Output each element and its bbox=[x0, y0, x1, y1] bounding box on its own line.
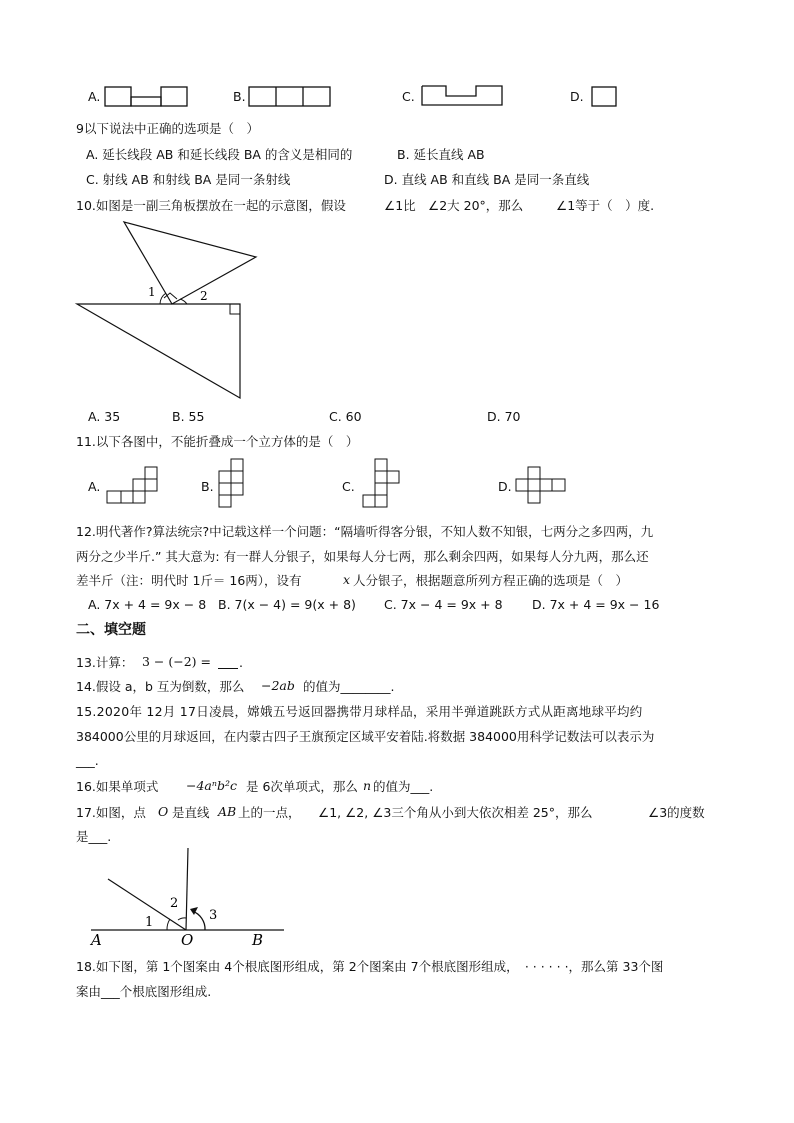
q17-fig-point-o: O bbox=[181, 931, 194, 949]
q14-prefix: 14.假设 a，b 互为倒数，那么 bbox=[76, 679, 245, 694]
q12-line-3-post: 人分银子，根据题意所列方程正确的选项是（ ） bbox=[353, 573, 629, 588]
q8-net-a bbox=[104, 86, 190, 108]
q11-net-d bbox=[515, 466, 573, 508]
q17-line-ab: AB bbox=[218, 804, 237, 819]
q17-fig-label-1: 1 bbox=[145, 915, 154, 930]
q17-fig-point-a: A bbox=[91, 931, 102, 949]
q9-option-a[interactable]: A. 延长线段 AB 和延长线段 BA 的含义是相同的 bbox=[86, 147, 353, 162]
q17-point-o: O bbox=[158, 804, 169, 819]
q18-line-1: 18.如下图，第 1个图案由 4个根底图形组成，第 2个图案由 7个根底图形组成， · · · · · ·，那么第 33个图 bbox=[76, 959, 664, 974]
q13-expression: 3 − (−2) = bbox=[142, 654, 212, 669]
q10-fig-label-2: 2 bbox=[200, 289, 208, 303]
q17-fig-label-2: 2 bbox=[170, 896, 179, 911]
q12-line-3-pre: 差半斤（注：明代时 1斤＝ 16两），设有 bbox=[76, 573, 302, 588]
q8-option-a-label[interactable]: A. bbox=[88, 89, 101, 104]
q16-expression: −4aⁿb²c bbox=[186, 778, 237, 793]
q11-net-a bbox=[106, 466, 162, 508]
q13-answer-blank[interactable] bbox=[218, 668, 238, 669]
q15-line-1: 15.2020年 12月 17日凌晨，嫦娥五号返回器携带月球样品，采用半弹道跳跃方式从距离地球平均约 bbox=[76, 704, 643, 719]
section-heading-fill-in: 二、填空题 bbox=[76, 622, 146, 638]
q11-stem: 11.以下各图中，不能折叠成一个立方体的是（ ） bbox=[76, 434, 359, 449]
q17-mid2: 上的一点， bbox=[238, 805, 301, 820]
q11-net-c bbox=[362, 458, 402, 512]
q10-angle1-text: ∠1比 bbox=[384, 198, 416, 213]
q15-line-3: ___. bbox=[76, 753, 99, 768]
q10-stem-pre: 10.如图是一副三角板摆放在一起的示意图，假设 bbox=[76, 198, 346, 213]
q15-line-2: 384000公里的月球返回，在内蒙古四子王旗预定区域平安着陆.将数据 384000用科学记数法可以表示为 bbox=[76, 729, 655, 744]
q17-angles-text: ∠1, ∠2, ∠3三个角从小到大依次相差 25°，那么 bbox=[318, 805, 593, 820]
q9-option-c[interactable]: C. 射线 AB 和射线 BA 是同一条射线 bbox=[86, 172, 291, 187]
q16-var-n: n bbox=[363, 778, 372, 793]
q11-option-b-label[interactable]: B. bbox=[201, 479, 214, 494]
q12-option-a[interactable]: A. 7x + 4 = 9x − 8 bbox=[88, 597, 207, 612]
q10-option-a[interactable]: A. 35 bbox=[88, 409, 121, 424]
q11-option-a-label[interactable]: A. bbox=[88, 479, 101, 494]
q17-angle-figure bbox=[88, 846, 288, 949]
q10-angle3-text: ∠1等于（ ）度. bbox=[556, 198, 655, 213]
q10-fig-label-1: 1 bbox=[148, 285, 156, 299]
q9-option-b[interactable]: B. 延长直线 AB bbox=[397, 147, 485, 162]
q11-option-c-label[interactable]: C. bbox=[342, 479, 355, 494]
q13-suffix: . bbox=[239, 655, 243, 670]
q14-suffix: 的值为________. bbox=[303, 679, 395, 694]
q12-line-2: 两分之少半斤.” 其大意为: 有一群人分银子，如果每人分七两，那么剩余四两，如果每人分九两，那么还 bbox=[76, 549, 649, 564]
q10-angle2-text: ∠2大 20°，那么 bbox=[428, 198, 524, 213]
q17-fig-point-b: B bbox=[252, 931, 264, 949]
q17-line-2: 是___. bbox=[76, 829, 112, 844]
q10-option-c[interactable]: C. 60 bbox=[329, 409, 362, 424]
q13-prefix: 13.计算： bbox=[76, 655, 134, 670]
q16-suffix: 的值为___. bbox=[373, 779, 434, 794]
q14-expression: −2ab bbox=[261, 678, 295, 693]
q8-net-d bbox=[591, 86, 619, 108]
q12-var-x: x bbox=[343, 572, 351, 587]
q16-mid: 是 6次单项式，那么 bbox=[246, 779, 358, 794]
q17-mid: 是直线 bbox=[172, 805, 210, 820]
q8-option-c-label[interactable]: C. bbox=[402, 89, 415, 104]
q11-net-b bbox=[218, 458, 248, 510]
q12-option-d[interactable]: D. 7x + 4 = 9x − 16 bbox=[532, 597, 660, 612]
q9-option-d[interactable]: D. 直线 AB 和直线 BA 是同一条直线 bbox=[384, 172, 590, 187]
q18-line-2: 案由___个根底图形组成. bbox=[76, 984, 212, 999]
q8-net-c bbox=[421, 85, 505, 107]
q10-option-b[interactable]: B. 55 bbox=[172, 409, 205, 424]
q10-triangle-figure bbox=[76, 220, 246, 402]
q17-fig-label-3: 3 bbox=[209, 908, 218, 923]
q8-option-b-label[interactable]: B. bbox=[233, 89, 246, 104]
q10-option-d[interactable]: D. 70 bbox=[487, 409, 521, 424]
q17-prefix: 17.如图，点 bbox=[76, 805, 146, 820]
q8-net-b bbox=[248, 86, 334, 108]
q16-prefix: 16.如果单项式 bbox=[76, 779, 159, 794]
q12-option-b[interactable]: B. 7(x − 4) = 9(x + 8) bbox=[218, 597, 356, 612]
q8-option-d-label[interactable]: D. bbox=[570, 89, 584, 104]
q12-option-c[interactable]: C. 7x − 4 = 9x + 8 bbox=[384, 597, 503, 612]
q17-angle3-text: ∠3的度数 bbox=[648, 805, 705, 820]
q11-option-d-label[interactable]: D. bbox=[498, 479, 512, 494]
q12-line-1: 12.明代著作?算法统宗?中记载这样一个问题：“隔墙听得客分银，不知人数不知银，七两分之多四两，九 bbox=[76, 524, 654, 539]
q9-stem: 9以下说法中正确的选项是（ ） bbox=[76, 121, 259, 136]
